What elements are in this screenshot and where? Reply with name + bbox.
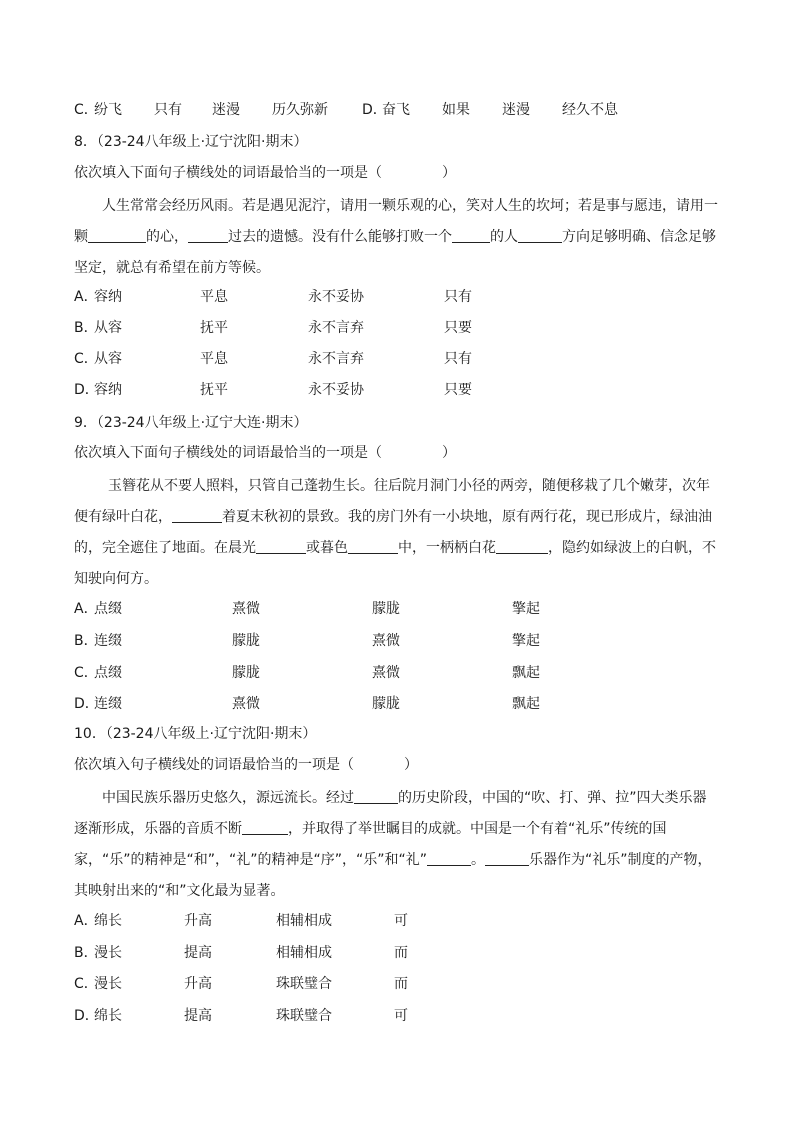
q8-blank-2: [188, 228, 228, 243]
option-word: 朦胧: [232, 665, 260, 681]
q8-blank-1: [88, 228, 146, 243]
option-word: 只要: [444, 320, 472, 336]
option-word: 朦胧: [232, 633, 260, 649]
option-word: 永不言弃: [308, 320, 364, 336]
option-letter: D．: [74, 696, 99, 712]
option-letter: C．: [74, 665, 98, 681]
option-word: 漫长: [94, 976, 122, 992]
q7-option-d-word-2: 如果: [442, 102, 470, 118]
q9-prompt-text: 依次填入下面句子横线处的词语最恰当的一项是（: [74, 445, 382, 461]
option-word: 朦胧: [372, 696, 400, 712]
q10-prompt-text: 依次填入句子横线处的词语最恰当的一项是（: [74, 757, 354, 773]
option-word: 永不妥协: [308, 289, 364, 305]
option-letter: A．: [74, 289, 98, 305]
q10-passage-text-2: 的历史阶段，中国的“吹、打、弹、拉”四大类乐器逐渐形成，乐器的音质不断: [74, 790, 707, 837]
option-letter: C．: [74, 976, 98, 992]
option-word: 擎起: [512, 601, 540, 617]
q9-prompt-close: ）: [442, 445, 456, 461]
option-word: 永不妥协: [308, 382, 364, 398]
q10-passage-text-1: 中国民族乐器历史悠久，源远流长。经过: [102, 790, 354, 806]
q10-blank-4: [485, 851, 529, 866]
option-word: 飘起: [512, 665, 540, 681]
q10-passage-text-5: 乐器作为“礼乐”制度的产物，其映射出来的“和”文化最为显著。: [74, 852, 712, 899]
q9-passage-text-4: 中，一柄柄白花: [398, 540, 496, 556]
option-word: 绵长: [94, 1008, 122, 1024]
option-word: 可: [394, 1008, 408, 1024]
option-word: 平息: [200, 289, 228, 305]
q9-blank-1: [172, 508, 222, 523]
q10-blank-2: [242, 820, 288, 835]
q7-option-c-word-2: 只有: [154, 102, 182, 118]
option-letter: B．: [74, 320, 98, 336]
q8-blank-3: [452, 228, 490, 243]
q8-passage-text-5: 方向足够明确、信念足够坚定，就总有希望在前方等候。: [74, 229, 716, 276]
option-word: 永不言弃: [308, 351, 364, 367]
option-word: 熹微: [372, 665, 400, 681]
q10-passage: [74, 783, 718, 907]
q8-passage: [74, 191, 718, 284]
q8-passage-text-1: 人生常常会经历风雨。若是遇见泥泞，请用一颗乐观的心，笑对人生的坎坷；若是事与愿违，请用一颗: [74, 198, 718, 245]
option-word: 容纳: [94, 382, 122, 398]
q8-prompt-close: ）: [442, 165, 456, 181]
q7-option-c-word-3: 迷漫: [212, 102, 240, 118]
q8-passage-text-3: 过去的遗憾。没有什么能够打败一个: [228, 229, 452, 245]
option-word: 升高: [184, 913, 212, 929]
q9-passage-text-2: 着夏末秋初的景致。我的房门外有一小块地，原有两行花，现已形成片，绿油油的，完全遮住了地面。在晨光: [74, 509, 712, 556]
option-word: 相辅相成: [276, 913, 332, 929]
option-word: 连缀: [94, 696, 122, 712]
q8-prompt: [74, 163, 456, 183]
option-word: 珠联璧合: [276, 976, 332, 992]
q10-prompt-close: ）: [404, 757, 418, 773]
option-word: 连缀: [94, 633, 122, 649]
option-word: 升高: [184, 976, 212, 992]
option-letter: D．: [74, 382, 99, 398]
option-letter: C．: [74, 351, 98, 367]
q8-prompt-text: 依次填入下面句子横线处的词语最恰当的一项是（: [74, 165, 382, 181]
option-letter: D．: [74, 1008, 99, 1024]
option-word: 从容: [94, 320, 122, 336]
q9-passage: [74, 471, 718, 595]
q9-header: 9．（23-24八年级上·辽宁大连·期末）: [74, 415, 308, 431]
option-word: 擎起: [512, 633, 540, 649]
q9-passage-text-3: 或暮色: [306, 540, 348, 556]
option-word: 漫长: [94, 945, 122, 961]
q8-passage-text-2: 的心，: [146, 229, 188, 245]
q7-option-d-word-3: 迷漫: [502, 102, 530, 118]
q7-option-c-letter: C．: [74, 102, 98, 118]
option-word: 而: [394, 976, 408, 992]
option-letter: B．: [74, 945, 98, 961]
option-word: 珠联璧合: [276, 1008, 332, 1024]
q8-passage-text-4: 的人: [490, 229, 518, 245]
option-word: 点缀: [94, 665, 122, 681]
option-word: 只有: [444, 289, 472, 305]
option-letter: A．: [74, 913, 98, 929]
q7-option-c-word-1: 纷飞: [94, 102, 122, 118]
option-word: 相辅相成: [276, 945, 332, 961]
option-word: 提高: [184, 1008, 212, 1024]
option-word: 熹微: [232, 696, 260, 712]
q7-option-d-word-1: 奋飞: [382, 102, 410, 118]
q7-option-c-word-4: 历久弥新: [272, 102, 328, 118]
option-word: 可: [394, 913, 408, 929]
option-word: 从容: [94, 351, 122, 367]
option-word: 点缀: [94, 601, 122, 617]
option-letter: A．: [74, 601, 98, 617]
q7-option-d-letter: D．: [362, 102, 387, 118]
option-word: 绵长: [94, 913, 122, 929]
option-word: 熹微: [372, 633, 400, 649]
option-word: 朦胧: [372, 601, 400, 617]
q9-blank-3: [348, 539, 398, 554]
option-word: 容纳: [94, 289, 122, 305]
q9-prompt: [74, 443, 456, 463]
q10-header: 10．（23-24八年级上·辽宁沈阳·期末）: [74, 726, 317, 742]
q9-passage-text-5: ，隐约如绿波上的白帆，不知驶向何方。: [74, 540, 716, 587]
option-word: 只要: [444, 382, 472, 398]
q8-header: 8．（23-24八年级上·辽宁沈阳·期末）: [74, 134, 308, 150]
option-word: 熹微: [232, 601, 260, 617]
option-word: 提高: [184, 945, 212, 961]
option-word: 抚平: [200, 382, 228, 398]
q10-passage-text-3: ，并取得了举世瞩目的成就。中国是一个有着“礼乐”传统的国家，“乐”的精神是“和”，“礼”的精神是“序”，“乐”和“礼”: [74, 821, 667, 868]
option-word: 飘起: [512, 696, 540, 712]
q9-blank-4: [496, 539, 548, 554]
q9-blank-2: [256, 539, 306, 554]
q8-blank-4: [518, 228, 562, 243]
q10-prompt: [74, 755, 418, 775]
option-word: 抚平: [200, 320, 228, 336]
q7-option-d-word-4: 经久不息: [562, 102, 618, 118]
q10-passage-text-4: 。: [471, 852, 486, 868]
option-word: 只有: [444, 351, 472, 367]
option-word: 而: [394, 945, 408, 961]
q10-blank-3: [427, 851, 471, 866]
q9-passage-text-1: 玉簪花从不要人照料，只管自己蓬勃生长。往后院月洞门小径的两旁，随便移栽了几个嫩芽，次年便有绿叶白花，: [74, 478, 710, 525]
option-letter: B．: [74, 633, 98, 649]
q10-blank-1: [354, 789, 398, 804]
option-word: 平息: [200, 351, 228, 367]
